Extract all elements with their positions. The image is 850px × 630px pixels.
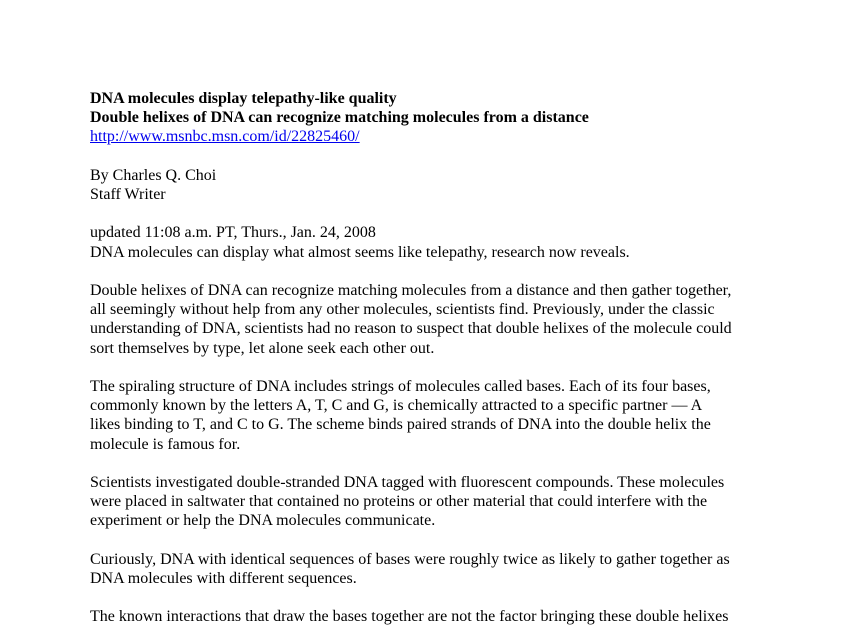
- paragraph-3: [90, 473, 780, 531]
- paragraph-line: molecule is famous for.: [90, 435, 241, 453]
- paragraph-line: sort themselves by type, let alone seek each other out.: [90, 339, 435, 357]
- article-url-link[interactable]: http://www.msnbc.msn.com/id/22825460/: [90, 128, 360, 146]
- updated-timestamp: updated 11:08 a.m. PT, Thurs., Jan. 24, 2008: [90, 224, 376, 242]
- spacer: [90, 454, 780, 473]
- paragraph-line: Curiously, DNA with identical sequences of bases were roughly twice as likely to gather together as: [90, 550, 730, 568]
- spacer: [90, 588, 780, 607]
- paragraph-line: experiment or help the DNA molecules communicate.: [90, 512, 436, 530]
- paragraph-line: commonly known by the letters A, T, C and G, is chemically attracted to a specific partner — A: [90, 397, 703, 415]
- paragraph-1: [90, 281, 780, 358]
- paragraph-line: The known interactions that draw the bases together are not the factor bringing these double helixes: [90, 608, 729, 626]
- lede-paragraph: DNA molecules can display what almost seems like telepathy, research now reveals.: [90, 243, 630, 261]
- paragraph-2: [90, 377, 780, 454]
- paragraph-4: [90, 550, 780, 588]
- document-page: [90, 89, 780, 627]
- article-headline: DNA molecules display telepathy-like quality: [90, 90, 397, 107]
- paragraph-line: likes binding to T, and C to G. The scheme binds paired strands of DNA into the double helix the: [90, 416, 711, 434]
- spacer: [90, 204, 780, 223]
- paragraph-line: understanding of DNA, scientists had no reason to suspect that double helixes of the molecule could: [90, 320, 732, 338]
- paragraph-line: Scientists investigated double-stranded DNA tagged with fluorescent compounds. These molecules: [90, 473, 725, 491]
- spacer: [90, 531, 780, 550]
- paragraph-line: Double helixes of DNA can recognize matching molecules from a distance and then gather together,: [90, 281, 732, 299]
- paragraph-5: [90, 607, 780, 626]
- paragraph-line: all seemingly without help from any other molecules, scientists find. Previously, under the classic: [90, 301, 715, 319]
- paragraph-line: The spiraling structure of DNA includes strings of molecules called bases. Each of its four bases,: [90, 377, 711, 395]
- spacer: [90, 358, 780, 377]
- paragraph-line: DNA molecules with different sequences.: [90, 569, 357, 587]
- paragraph-line: were placed in saltwater that contained no proteins or other material that could interfere with the: [90, 493, 708, 511]
- spacer: [90, 262, 780, 281]
- author-role: Staff Writer: [90, 186, 166, 203]
- spacer: [90, 147, 780, 166]
- byline: By Charles Q. Choi: [90, 166, 217, 184]
- article-subheadline: Double helixes of DNA can recognize matching molecules from a distance: [90, 109, 589, 127]
